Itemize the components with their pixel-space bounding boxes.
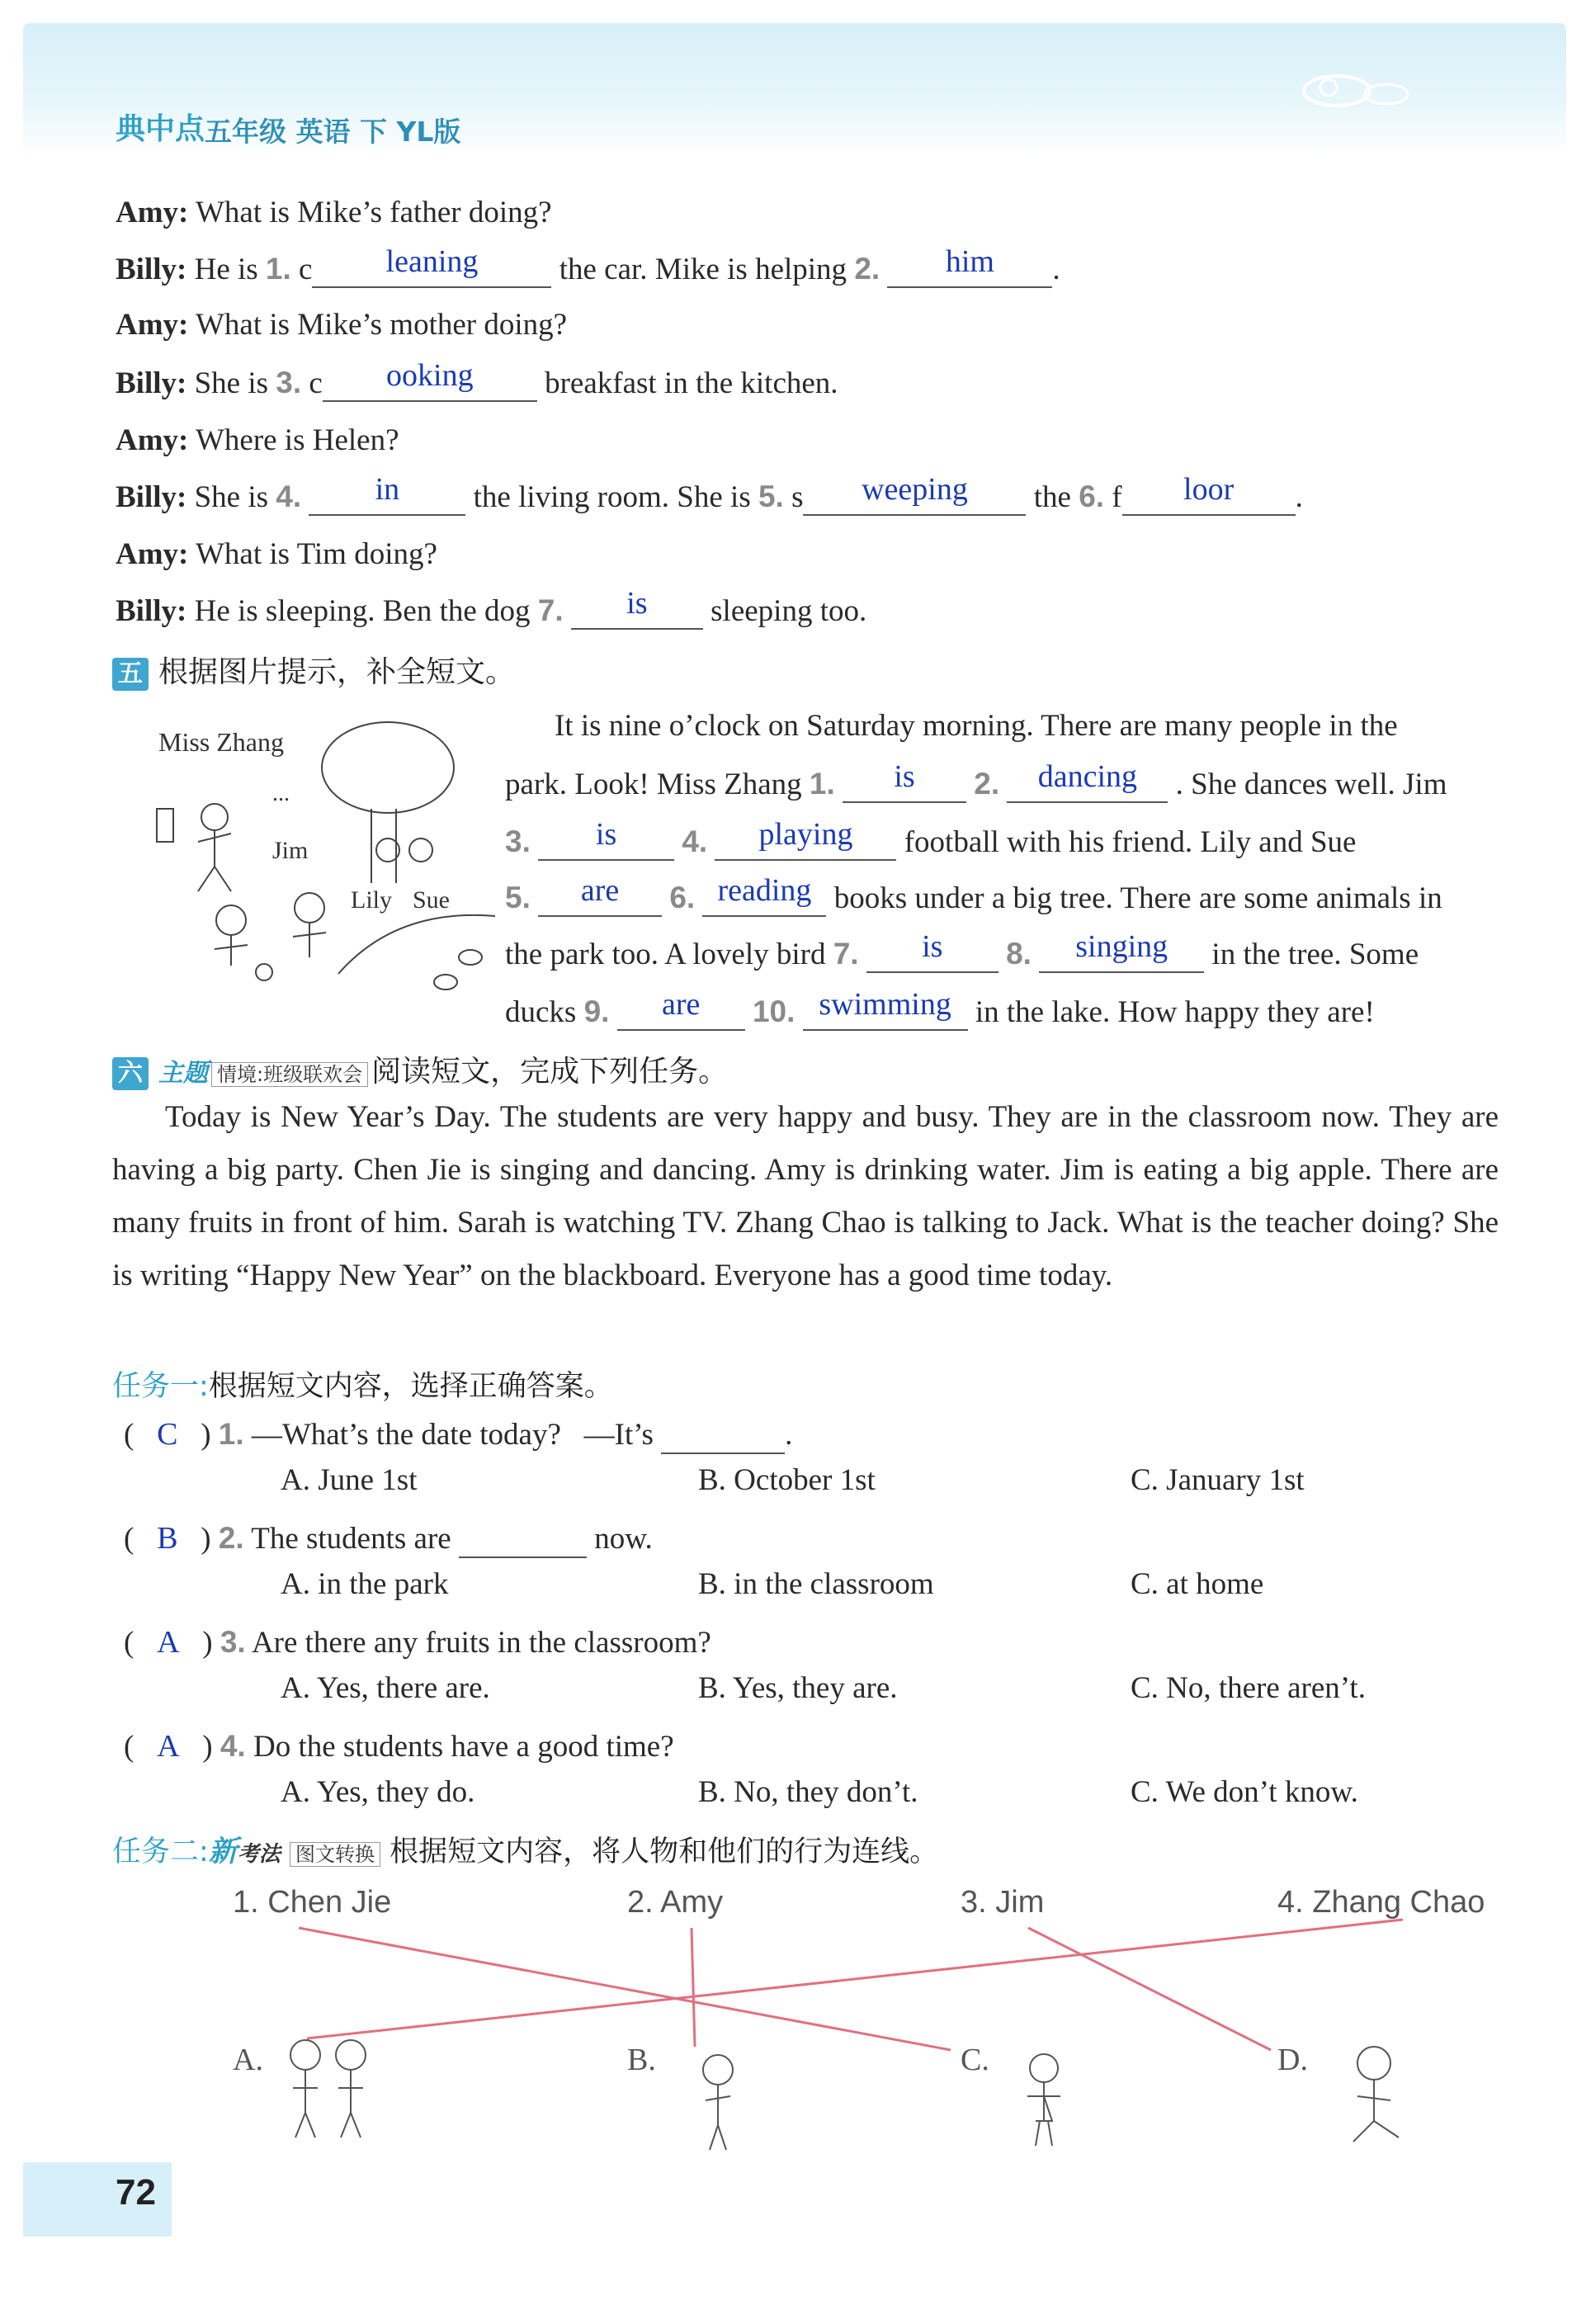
dialogue-line: Amy: What is Mike’s father doing?	[116, 196, 552, 229]
section5-header: 五 根据图片提示，补全短文。	[112, 649, 515, 691]
answer-text: in	[375, 472, 400, 508]
answer-text: ooking	[386, 358, 474, 394]
answer-text: is	[894, 759, 915, 795]
answer-text: weeping	[862, 472, 968, 508]
mcq-option: B. in the classroom	[698, 1567, 934, 1601]
child-figure-c	[1007, 2047, 1081, 2154]
match-person: 3. Jim	[961, 1885, 1045, 1920]
dialogue-line: Amy: What is Tim doing?	[116, 537, 437, 571]
children-figure-a	[281, 2030, 380, 2146]
match-line	[299, 1928, 951, 2050]
dialogue-line: Billy: She is 3. c ooking breakfast in the kitchen.	[116, 365, 838, 402]
mcq-answer: A	[157, 1625, 180, 1660]
match-picture-label: A.	[233, 2043, 263, 2077]
match-line	[307, 1920, 1403, 2038]
dialogue-line: Amy: What is Mike’s mother doing?	[116, 308, 568, 342]
mcq-option: B. Yes, they are.	[698, 1671, 898, 1705]
mcq-option: C. We don’t know.	[1131, 1775, 1358, 1809]
dialogue-line: Billy: He is sleeping. Ben the dog 7. is sleeping too.	[116, 593, 866, 630]
cloze-line: the park too. A lovely bird 7. is 8. singing in the tree. Some	[505, 936, 1419, 973]
answer-text: reading	[717, 873, 812, 909]
cloze-line: 5. are 6. reading books under a big tree. There are some animals in	[505, 880, 1442, 917]
answer-text: are	[580, 873, 620, 909]
dialogue-line: Amy: Where is Helen?	[116, 423, 399, 457]
mcq-question: ( A ) 3. Are there any fruits in the classroom?	[124, 1625, 711, 1660]
child-figure-d	[1329, 2038, 1419, 2154]
mcq-option: A. Yes, there are.	[281, 1671, 490, 1705]
task1-header: 任务一:根据短文内容，选择正确答案。	[112, 1370, 613, 1403]
cloze-line: 3. is 4. playing football with his friend. Lily and Sue	[505, 824, 1356, 861]
mcq-question: ( C ) 1. —What’s the date today? —It’s .	[124, 1416, 792, 1454]
section-badge: 五	[112, 658, 149, 691]
match-person: 1. Chen Jie	[233, 1885, 392, 1920]
dialogue-line: Billy: He is 1. c leaning the car. Mike is helping 2. him .	[116, 251, 1060, 288]
mcq-option: B. October 1st	[698, 1463, 876, 1497]
mcq-answer: C	[157, 1417, 178, 1452]
answer-text: loor	[1183, 472, 1235, 508]
match-picture-label: D.	[1277, 2043, 1308, 2077]
page-number: 72	[116, 2172, 156, 2213]
mcq-question: ( B ) 2. The students are now.	[124, 1520, 653, 1558]
answer-text: are	[661, 987, 701, 1023]
mcq-option: A. June 1st	[281, 1463, 418, 1497]
answer-text: swimming	[819, 987, 951, 1023]
match-line	[692, 1928, 695, 2047]
answer-text: is	[922, 929, 943, 965]
match-picture-label: C.	[961, 2043, 989, 2077]
context-tag: 情境:班级联欢会	[211, 1062, 368, 1087]
answer-text: is	[626, 586, 648, 621]
mcq-option: B. No, they don’t.	[698, 1775, 918, 1809]
cloze-line: It is nine o’clock on Saturday morning. There are many people in the	[555, 709, 1398, 743]
answer-text: him	[945, 244, 994, 280]
answer-text: dancing	[1037, 759, 1138, 795]
answer-text: playing	[758, 817, 853, 853]
mcq-option: C. No, there aren’t.	[1131, 1671, 1366, 1705]
label-miss-zhang: Miss Zhang	[158, 727, 284, 757]
section6-header: 六 主题 情境:班级联欢会 阅读短文，完成下列任务。	[112, 1048, 728, 1090]
child-figure-b	[685, 2047, 751, 2154]
label-lily: Lily	[351, 886, 392, 914]
cloze-line: ducks 9. are 10. swimming in the lake. How happy they are!	[505, 994, 1375, 1031]
mcq-answer: A	[157, 1729, 180, 1764]
label-sue: Sue	[413, 886, 450, 914]
cloze-line: park. Look! Miss Zhang 1. is 2. dancing . She dances well. Jim	[505, 766, 1447, 803]
answer-text: singing	[1075, 929, 1168, 965]
match-picture-label: B.	[627, 2043, 656, 2077]
answer-text: leaning	[385, 244, 479, 280]
section-badge: 六	[112, 1057, 149, 1090]
book-title: 五年级 英语 下 YL版	[205, 116, 461, 148]
mcq-option: C. at home	[1131, 1567, 1264, 1601]
brand-logo: 典中点	[116, 112, 205, 146]
mcq-option: A. in the park	[281, 1567, 449, 1601]
task2-header: 任务二:新考法 图文转换 根据短文内容，将人物和他们的行为连线。	[112, 1835, 939, 1868]
label-dots: ...	[272, 781, 290, 806]
reading-passage: Today is New Year’s Day. The students are very happy and busy. They are in the classroom now. They are having a big party. Chen Jie is singing and dancing. Amy is drinking water. Jim is eating a big apple. There are many fruits in front of him. Sarah is watching TV. Zhang Chao is talking to Jack. What is the teacher doing? She is writing “Happy New Year” on the blackboard. Everyone has a good time today.	[112, 1100, 1499, 1292]
mcq-answer: B	[157, 1521, 178, 1556]
answer-text: is	[595, 817, 617, 853]
match-person: 4. Zhang Chao	[1277, 1885, 1485, 1920]
dialogue-line: Billy: She is 4. in the living room. She is 5. s weeping the 6. f loor .	[116, 479, 1303, 516]
method-tag: 图文转换	[290, 1842, 380, 1867]
mcq-option: A. Yes, they do.	[281, 1775, 475, 1809]
mcq-option: C. January 1st	[1131, 1463, 1305, 1497]
mcq-question: ( A ) 4. Do the students have a good time?	[124, 1729, 674, 1764]
label-jim: Jim	[272, 837, 309, 864]
match-person: 2. Amy	[627, 1885, 724, 1920]
